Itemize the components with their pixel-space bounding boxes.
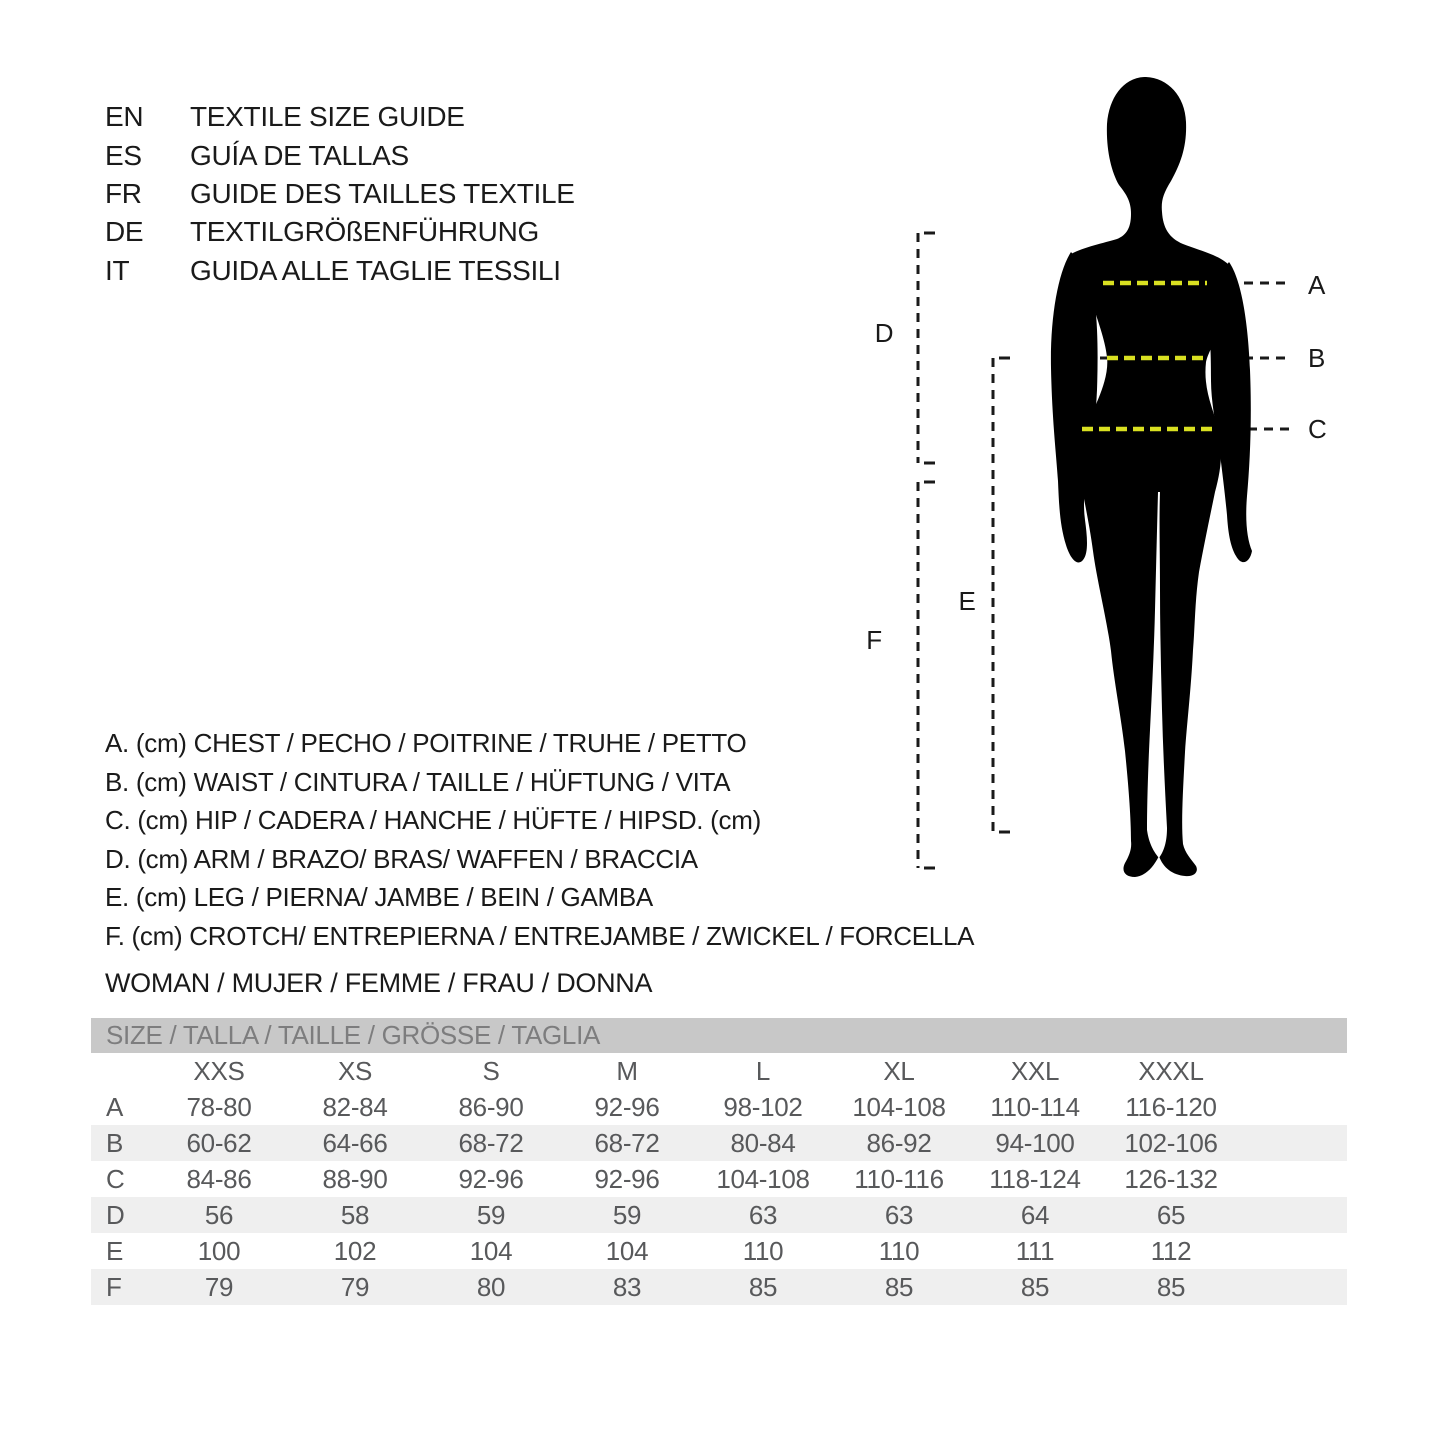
label-chest: A (1308, 270, 1326, 300)
table-cell: 111 (1015, 1235, 1055, 1266)
table-cell: 63 (884, 1199, 914, 1230)
label-leg: E (958, 586, 976, 616)
size-column-header: XXS (193, 1055, 245, 1086)
table-cell: 80-84 (730, 1127, 796, 1158)
row-label: F (106, 1271, 122, 1302)
table-cell: 102 (333, 1235, 377, 1266)
table-cell: 64 (1020, 1199, 1050, 1230)
size-column-header: M (616, 1055, 638, 1086)
language-title: TEXTILE SIZE GUIDE (190, 101, 465, 133)
table-cell: 104-108 (852, 1091, 946, 1122)
table-cell: 59 (476, 1199, 506, 1230)
table-row (91, 1233, 1347, 1269)
size-column-header: XXXL (1138, 1055, 1204, 1086)
table-cell: 112 (1150, 1235, 1192, 1266)
measure-line: A. (cm) CHEST / PECHO / POITRINE / TRUHE / PETTO (105, 728, 747, 758)
size-columns-row (91, 1053, 1347, 1089)
table-cell: 100 (197, 1235, 241, 1266)
table-row (91, 1089, 1347, 1125)
table-cell: 78-80 (186, 1091, 252, 1122)
gender-title: WOMAN / MUJER / FEMME / FRAU / DONNA (105, 968, 653, 998)
table-cell: 82-84 (322, 1091, 388, 1122)
table-cell: 110-116 (854, 1163, 944, 1194)
table-cell: 85 (884, 1271, 914, 1302)
table-cell: 92-96 (458, 1163, 524, 1194)
language-code: FR (105, 177, 142, 209)
table-cell: 88-90 (322, 1163, 388, 1194)
language-title: TEXTILGRÖßENFÜHRUNG (190, 216, 539, 248)
table-cell: 68-72 (458, 1127, 524, 1158)
size-column-header: L (755, 1055, 771, 1086)
measure-description-list (105, 724, 974, 956)
table-cell: 60-62 (186, 1127, 252, 1158)
row-label: A (106, 1091, 124, 1122)
table-cell: 85 (748, 1271, 778, 1302)
row-label: C (106, 1163, 125, 1194)
measure-line: B. (cm) WAIST / CINTURA / TAILLE / HÜFTUNG / VITA (105, 766, 731, 797)
measure-line: F. (cm) CROTCH/ ENTREPIERNA / ENTREJAMBE / ZWICKEL / FORCELLA (105, 920, 975, 951)
table-cell: 58 (340, 1199, 370, 1230)
row-label: D (106, 1199, 125, 1230)
measure-line: C. (cm) HIP / CADERA / HANCHE / HÜFTE / HIPSD. (cm) (105, 805, 761, 836)
table-cell: 86-92 (866, 1127, 932, 1158)
table-cell: 65 (1156, 1199, 1186, 1230)
table-cell: 56 (204, 1199, 234, 1230)
table-cell: 126-132 (1124, 1163, 1218, 1194)
size-column-header: S (482, 1055, 500, 1086)
table-cell: 104 (605, 1235, 649, 1266)
table-cell: 110-114 (990, 1091, 1080, 1122)
table-cell: 83 (612, 1271, 642, 1302)
table-cell: 102-106 (1124, 1127, 1218, 1158)
table-cell: 86-90 (458, 1091, 524, 1122)
table-row (91, 1269, 1347, 1305)
language-code: DE (105, 216, 144, 248)
size-column-header: XXL (1010, 1055, 1060, 1086)
table-cell: 79 (340, 1271, 370, 1302)
table-row (91, 1161, 1347, 1197)
language-code: EN (105, 101, 144, 133)
size-column-header: XS (337, 1055, 373, 1086)
size-table (91, 1018, 1347, 1305)
table-cell: 79 (204, 1271, 234, 1302)
woman-silhouette-icon (1051, 77, 1252, 877)
label-hip: C (1308, 414, 1327, 444)
language-code: IT (105, 254, 130, 286)
table-cell: 80 (476, 1271, 506, 1302)
table-row (91, 1197, 1347, 1233)
table-cell: 98-102 (723, 1091, 803, 1122)
table-cell: 94-100 (995, 1127, 1075, 1158)
table-cell: 85 (1020, 1271, 1050, 1302)
size-table-header-band: SIZE / TALLA / TAILLE / GRÖSSE / TAGLIA (91, 1018, 1347, 1053)
table-cell: 85 (1156, 1271, 1186, 1302)
size-column-header: XL (883, 1055, 915, 1086)
table-cell: 84-86 (186, 1163, 252, 1194)
table-cell: 92-96 (594, 1091, 660, 1122)
row-label: E (106, 1235, 124, 1266)
language-title: GUÍA DE TALLAS (190, 139, 409, 171)
language-code: ES (105, 139, 142, 171)
table-cell: 104-108 (716, 1163, 810, 1194)
table-cell: 68-72 (594, 1127, 660, 1158)
table-cell: 110 (742, 1235, 784, 1266)
label-arm: D (874, 318, 894, 348)
language-title: GUIDE DES TAILLES TEXTILE (190, 177, 575, 209)
row-label: B (106, 1127, 124, 1158)
table-cell: 59 (612, 1199, 642, 1230)
table-cell: 110 (878, 1235, 920, 1266)
label-waist: B (1308, 343, 1326, 373)
table-cell: 116-120 (1125, 1091, 1217, 1122)
table-cell: 104 (469, 1235, 513, 1266)
language-title: GUIDA ALLE TAGLIE TESSILI (190, 254, 561, 286)
measure-line: E. (cm) LEG / PIERNA/ JAMBE / BEIN / GAMBA (105, 882, 653, 913)
table-cell: 92-96 (594, 1163, 660, 1194)
table-cell: 63 (748, 1199, 778, 1230)
table-row (91, 1125, 1347, 1161)
size-table-body (91, 1089, 1347, 1305)
measure-line: D. (cm) ARM / BRAZO/ BRAS/ WAFFEN / BRACCIA (105, 843, 698, 874)
table-cell: 64-66 (322, 1127, 388, 1158)
label-crotch: F (866, 625, 882, 655)
table-cell: 118-124 (989, 1163, 1081, 1194)
